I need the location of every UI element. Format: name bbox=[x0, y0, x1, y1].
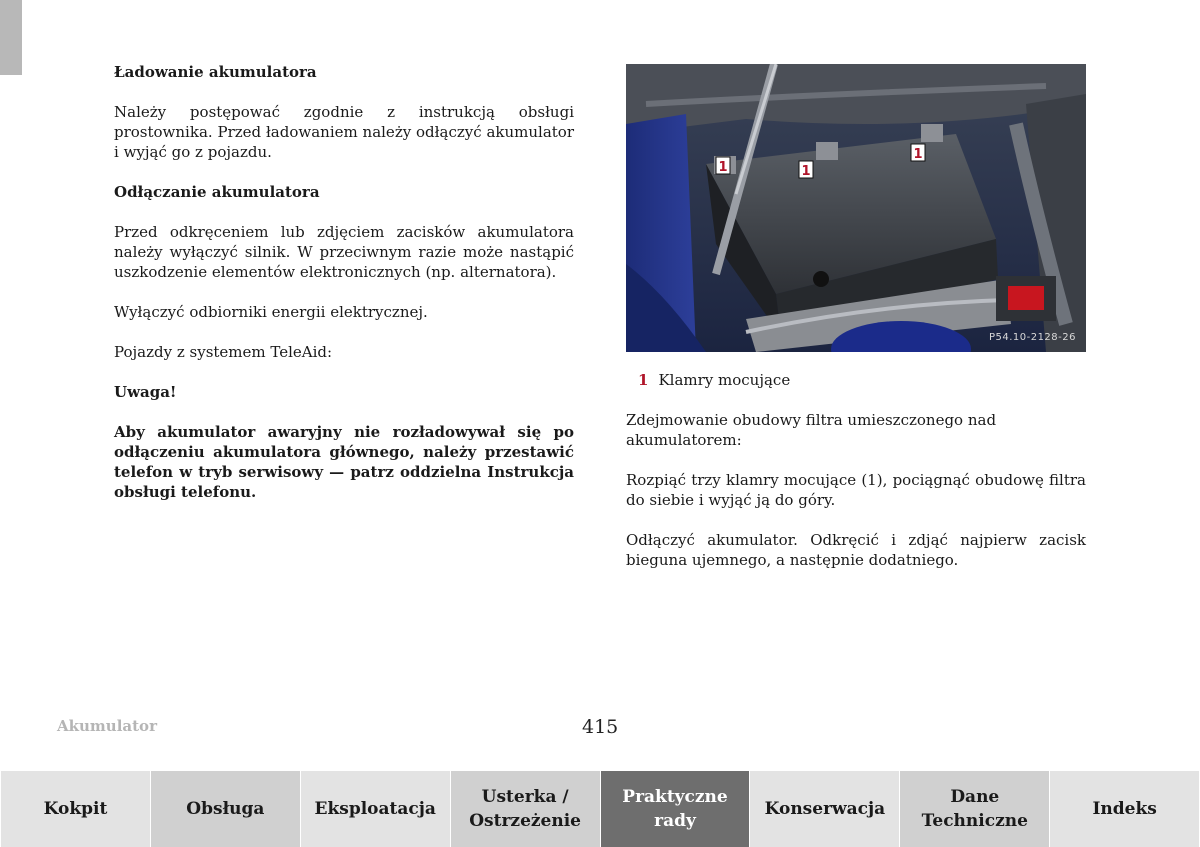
tab-label-line2: Techniczne bbox=[921, 811, 1028, 831]
legend-number: 1 bbox=[638, 371, 649, 389]
tab-label bbox=[922, 785, 1028, 833]
heading-charging: Ładowanie akumulatora bbox=[114, 63, 317, 81]
callout-label-1b: 1 bbox=[801, 164, 811, 179]
tab-label-line1: Dane bbox=[950, 787, 1000, 807]
page-corner-tab bbox=[0, 0, 22, 75]
tab-praktyczne-rady[interactable] bbox=[600, 771, 750, 847]
para-remove-filter: Zdejmowanie obudowy filtra umieszczonego nad akumulatorem: bbox=[626, 411, 997, 449]
para-charging: Należy postępować zgodnie z instrukcją obsługi prostownika. Przed ładowaniem należy odłączyć akumulator i wyjąć go z pojazdu. bbox=[114, 103, 574, 161]
callout-label-1a: 1 bbox=[718, 160, 728, 175]
figure-code: P54.10-2128-26 bbox=[988, 332, 1076, 343]
tab-label bbox=[469, 785, 581, 833]
tab-usterka[interactable] bbox=[450, 771, 600, 847]
tab-label-line1: Usterka / bbox=[481, 787, 569, 807]
tab-label bbox=[622, 785, 727, 833]
tab-label-line2: Ostrzeżenie bbox=[469, 811, 581, 831]
battery-figure bbox=[626, 64, 1086, 352]
callout-label-1c: 1 bbox=[913, 147, 923, 162]
warning-label: Uwaga! bbox=[114, 383, 177, 401]
legend-text: Klamry mocujące bbox=[658, 371, 791, 389]
tab-kokpit[interactable] bbox=[0, 771, 150, 847]
figure-legend bbox=[626, 370, 1086, 390]
tab-label: Konserwacja bbox=[764, 799, 886, 819]
tab-dane-techniczne[interactable] bbox=[899, 771, 1049, 847]
tab-label: Obsługa bbox=[186, 799, 265, 819]
tab-label-line2: rady bbox=[654, 811, 696, 831]
warning-text: Aby akumulator awaryjny nie rozładowywał się po odłączeniu akumulatora głównego, należy przestawić telefon w tryb serwisowy — patrz oddzielna Instrukcja obsługi telefonu. bbox=[114, 423, 574, 501]
tab-eksploatacja[interactable] bbox=[300, 771, 450, 847]
heading-disconnecting: Odłączanie akumulatora bbox=[114, 183, 320, 201]
para-switch-off: Wyłączyć odbiorniki energii elektrycznej. bbox=[114, 303, 428, 321]
page-number: 415 bbox=[582, 716, 619, 738]
tab-label: Eksploatacja bbox=[314, 799, 436, 819]
battery-illustration bbox=[626, 64, 1086, 352]
tab-indeks[interactable] bbox=[1049, 771, 1199, 847]
tab-label-line1: Praktyczne bbox=[622, 787, 728, 807]
chapter-navbar bbox=[0, 771, 1200, 847]
right-column bbox=[626, 64, 1086, 570]
para-disconnecting: Przed odkręceniem lub zdjęciem zacisków akumulatora należy wyłączyć silnik. W przeciwnym razie może nastąpić uszkodzenie elementów elektronicznych (np. alternatora). bbox=[114, 223, 574, 281]
tab-label: Indeks bbox=[1092, 799, 1157, 819]
tab-obsluga[interactable] bbox=[150, 771, 300, 847]
tab-label: Kokpit bbox=[43, 799, 108, 819]
para-unclip: Rozpiąć trzy klamry mocujące (1), pociągnąć obudowę filtra do siebie i wyjąć ją do góry. bbox=[626, 471, 1086, 509]
tab-konserwacja[interactable] bbox=[749, 771, 899, 847]
footer-section-title: Akumulator bbox=[57, 717, 157, 735]
left-column bbox=[114, 62, 574, 502]
para-disconnect-battery: Odłączyć akumulator. Odkręcić i zdjąć najpierw zacisk bieguna ujemnego, a następnie dodatniego. bbox=[626, 531, 1086, 569]
para-teleaid: Pojazdy z systemem TeleAid: bbox=[114, 343, 333, 361]
